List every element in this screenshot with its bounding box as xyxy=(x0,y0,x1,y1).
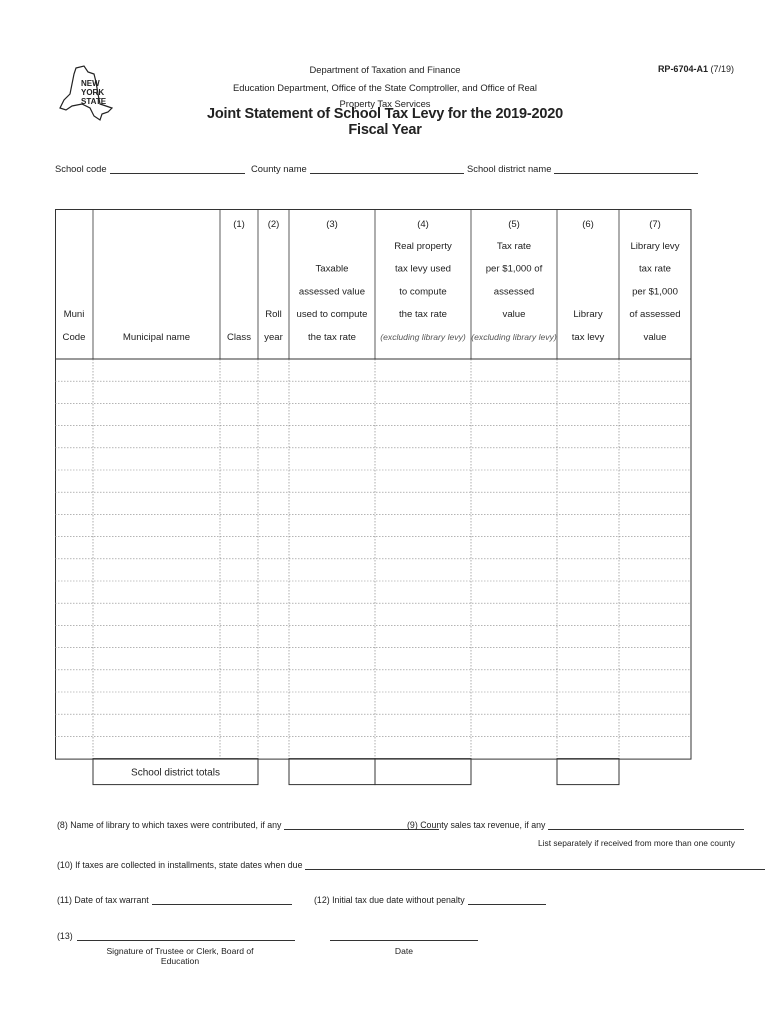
column-header-label: Tax rate xyxy=(496,240,532,252)
column-header-label: (excluding library levy) xyxy=(380,332,466,342)
logo-word: NEW xyxy=(81,79,100,88)
column-number: (4) xyxy=(417,219,429,230)
field-11[interactable] xyxy=(57,893,292,905)
field-12-label: (12) Initial tax due date without penalty xyxy=(314,895,465,905)
column-number: (2) xyxy=(267,219,280,230)
column-header-label: (excluding library levy) xyxy=(471,332,557,342)
column-header-label: Code xyxy=(62,332,86,343)
column-header-label: Library levy xyxy=(630,240,680,252)
column-header-label: assessed value xyxy=(298,286,366,298)
column-number: (5) xyxy=(508,219,520,230)
school-code-label: School code xyxy=(55,163,107,174)
totals-cell xyxy=(289,759,375,785)
signature-caption: Signature of Trustee or Clerk, Board of Education xyxy=(106,946,254,966)
form-version: (7/19) xyxy=(710,64,734,74)
date-caption: Date xyxy=(394,946,414,956)
field-13[interactable] xyxy=(57,929,295,941)
date-line[interactable] xyxy=(330,940,478,941)
logo-word: STATE xyxy=(81,97,107,106)
field-13-label: (13) xyxy=(57,931,73,941)
field-8[interactable] xyxy=(57,818,439,830)
column-header-label: tax levy used xyxy=(395,263,451,275)
field-12-input[interactable] xyxy=(468,893,546,905)
column-number: (3) xyxy=(326,219,338,230)
column-header-label: used to compute xyxy=(296,309,368,321)
levy-table xyxy=(55,209,695,794)
form-number-code: RP-6704-A1 xyxy=(657,64,708,74)
field-9-label: (9) County sales tax revenue, if any xyxy=(407,820,546,830)
column-header-label: Municipal name xyxy=(122,332,191,343)
field-11-label: (11) Date of tax warrant xyxy=(57,895,149,905)
field-8-label: (8) Name of library to which taxes were contributed, if any xyxy=(57,820,282,830)
nys-logo xyxy=(56,64,114,126)
table-frame xyxy=(56,210,692,760)
column-header-label: tax levy xyxy=(571,332,605,343)
field-12[interactable] xyxy=(314,893,546,905)
levy-table-svg xyxy=(55,209,695,789)
signature-line[interactable] xyxy=(77,929,295,941)
field-10[interactable] xyxy=(57,858,765,870)
school-code-field[interactable] xyxy=(55,162,245,174)
column-header-label: year xyxy=(264,332,283,343)
agency-line-2: Education Department, Office of the State Comptroller, and Office of Real Property Tax Services xyxy=(233,82,537,109)
field-11-input[interactable] xyxy=(152,893,292,905)
county-name-label: County name xyxy=(251,163,307,174)
column-header-label: Roll xyxy=(265,309,282,321)
county-name-input[interactable] xyxy=(310,162,464,174)
column-header-label: to compute xyxy=(399,286,447,298)
column-header-label: value xyxy=(502,309,526,321)
agency-line-1: Department of Taxation and Finance xyxy=(309,64,461,75)
column-header-label: of assessed xyxy=(629,309,681,321)
column-header-label: the tax rate xyxy=(399,309,447,321)
page-title: Joint Statement of School Tax Levy for the 2019-2020 Fiscal Year xyxy=(207,106,563,138)
column-header-label: per $1,000 xyxy=(632,286,678,298)
column-header-label: value xyxy=(643,332,667,343)
county-name-field[interactable] xyxy=(251,162,464,174)
district-name-field[interactable] xyxy=(467,162,698,174)
column-header-label: per $1,000 of xyxy=(485,263,543,275)
column-header-label: Taxable xyxy=(315,263,349,275)
totals-cell xyxy=(557,759,619,785)
field-9-input[interactable] xyxy=(548,818,744,830)
district-name-input[interactable] xyxy=(554,162,698,174)
column-header-label: the tax rate xyxy=(308,332,356,343)
column-header-label: tax rate xyxy=(639,263,671,275)
column-header-label: Real property xyxy=(394,240,452,252)
column-number: (1) xyxy=(233,219,245,230)
column-header-label: assessed xyxy=(493,286,535,298)
column-number: (7) xyxy=(649,219,661,230)
totals-label: School district totals xyxy=(131,767,220,779)
totals-cell xyxy=(375,759,471,785)
field-10-input[interactable] xyxy=(305,858,765,870)
school-code-input[interactable] xyxy=(110,162,245,174)
column-header-label: Class xyxy=(227,332,251,343)
field-9[interactable] xyxy=(407,818,744,830)
column-header-label: Muni xyxy=(63,309,85,321)
field-10-label: (10) If taxes are collected in installments, state dates when due xyxy=(57,860,303,870)
district-name-label: School district name xyxy=(467,163,552,174)
logo-word: YORK xyxy=(81,88,105,97)
column-header-label: Library xyxy=(573,309,603,321)
column-number: (6) xyxy=(582,219,594,230)
field-9-note: List separately if received from more than one county xyxy=(538,838,735,848)
form-number xyxy=(658,64,734,74)
